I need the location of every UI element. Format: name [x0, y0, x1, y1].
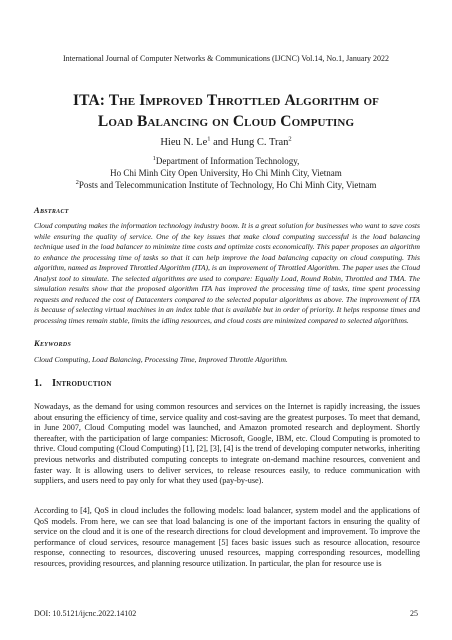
doi-link[interactable]: DOI: 10.5121/ijcnc.2022.14102	[34, 609, 137, 618]
author-name: Hung C. Tran	[230, 137, 289, 148]
introduction-heading: 1. Introduction	[34, 378, 112, 389]
abstract-text: Cloud computing makes the information technology industry boom. It is a great solution for businesses who want to save costs while ensuring the quality of service. One of the key issues that make cloud computing successful is the load balancing technique used in the load balancer to minimize time costs and optimize costs economically. This paper proposes an algorithm to enhance the processing time of tasks so that it can help improve the load balancing capacity on cloud computing. This algorithm, named as Improved Throttled Algorithm (ITA), is an improvement of Throttled Algorithm. The paper uses the Cloud Analyst tool to simulate. The selected algorithms are used to compare: Equally Load, Round Robin, Throttled and TMA. The simulation results show that the proposed algorithm ITA has improved the processing time of tasks, time spent processing requests and reduced the cost of Datacenters compared to the selected popular algorithms as above. The improvement of ITA is because of selecting virtual machines in an index table that is available but in order of priority. It helps response times and processing times remain stable, limits the idling resources, and cloud costs are minimized compared to selected algorithms.	[34, 221, 420, 325]
page-number: 25	[410, 609, 418, 618]
keywords-text: Cloud Computing, Load Balancing, Processing Time, Improved Throttle Algorithm.	[34, 355, 288, 364]
author-list: Hieu N. Le$^1$ and Hung C. Tran$^2$	[160, 135, 292, 148]
title-line-1: ITA: The Improved Throttled Algorithm of	[73, 92, 379, 109]
affiliation-1: $^1$Department of Information Technology,	[152, 155, 300, 166]
author-name: Hieu N. Le	[160, 137, 208, 148]
intro-paragraph-2: According to [4], QoS in cloud includes the following models: load balancer, system model and the applications of QoS models. From here, we can see that load balancing is one of the important factors in ensuring the quality of service on the cloud and it is one of the research directions for cloud development and improvement. To improve the performance of cloud services, resource management [5] faces basic issues such as resource allocation, resource response, connecting to resources, discovering unused resources, mapping corresponding resources, modelling resources, providing resources, and planning resource utilization. In particular, the plan for resource use is	[34, 506, 420, 568]
abstract-heading: Abstract	[34, 205, 69, 215]
journal-header: International Journal of Computer Networks & Communications (IJCNC) Vol.14, No.1, January 2022	[62, 54, 390, 63]
intro-paragraph-1: Nowadays, as the demand for using common resources and services on the Internet is rapidly increasing, the issues about ensuring the efficiency of time, service quality and cost-saving are the greatest purposes. To meet that demand, in June 2007, Cloud Computing model was launched, and Amazon promoted research and deployment. Shortly thereafter, with the participation of large companies: Microsoft, Google, IBM, etc. Cloud Computing is promoted to thrive. Cloud computing (Cloud Computing) [1], [2], [3], [4] is the trend of developing computer networks, inheriting previous networks and distributed computing concepts to integrate on-demand machine resources, convenient and faster way. It is allowing users to deliver services, to release resources easily, to reduce communication with suppliers, and users need to pay only for what they used (pay-by-use).	[34, 402, 420, 486]
title-line-2: Load Balancing on Cloud Computing	[97, 113, 355, 130]
affiliation-2: $^2$Posts and Telecommunication Institute of Technology, Ho Chi Minh City, Vietnam	[75, 179, 377, 190]
paper-title	[30, 90, 422, 132]
keywords-heading: Keywords	[34, 338, 72, 348]
affiliation-1-line-2: Ho Chi Minh City Open University, Ho Chi Minh City, Vietnam	[110, 168, 342, 178]
